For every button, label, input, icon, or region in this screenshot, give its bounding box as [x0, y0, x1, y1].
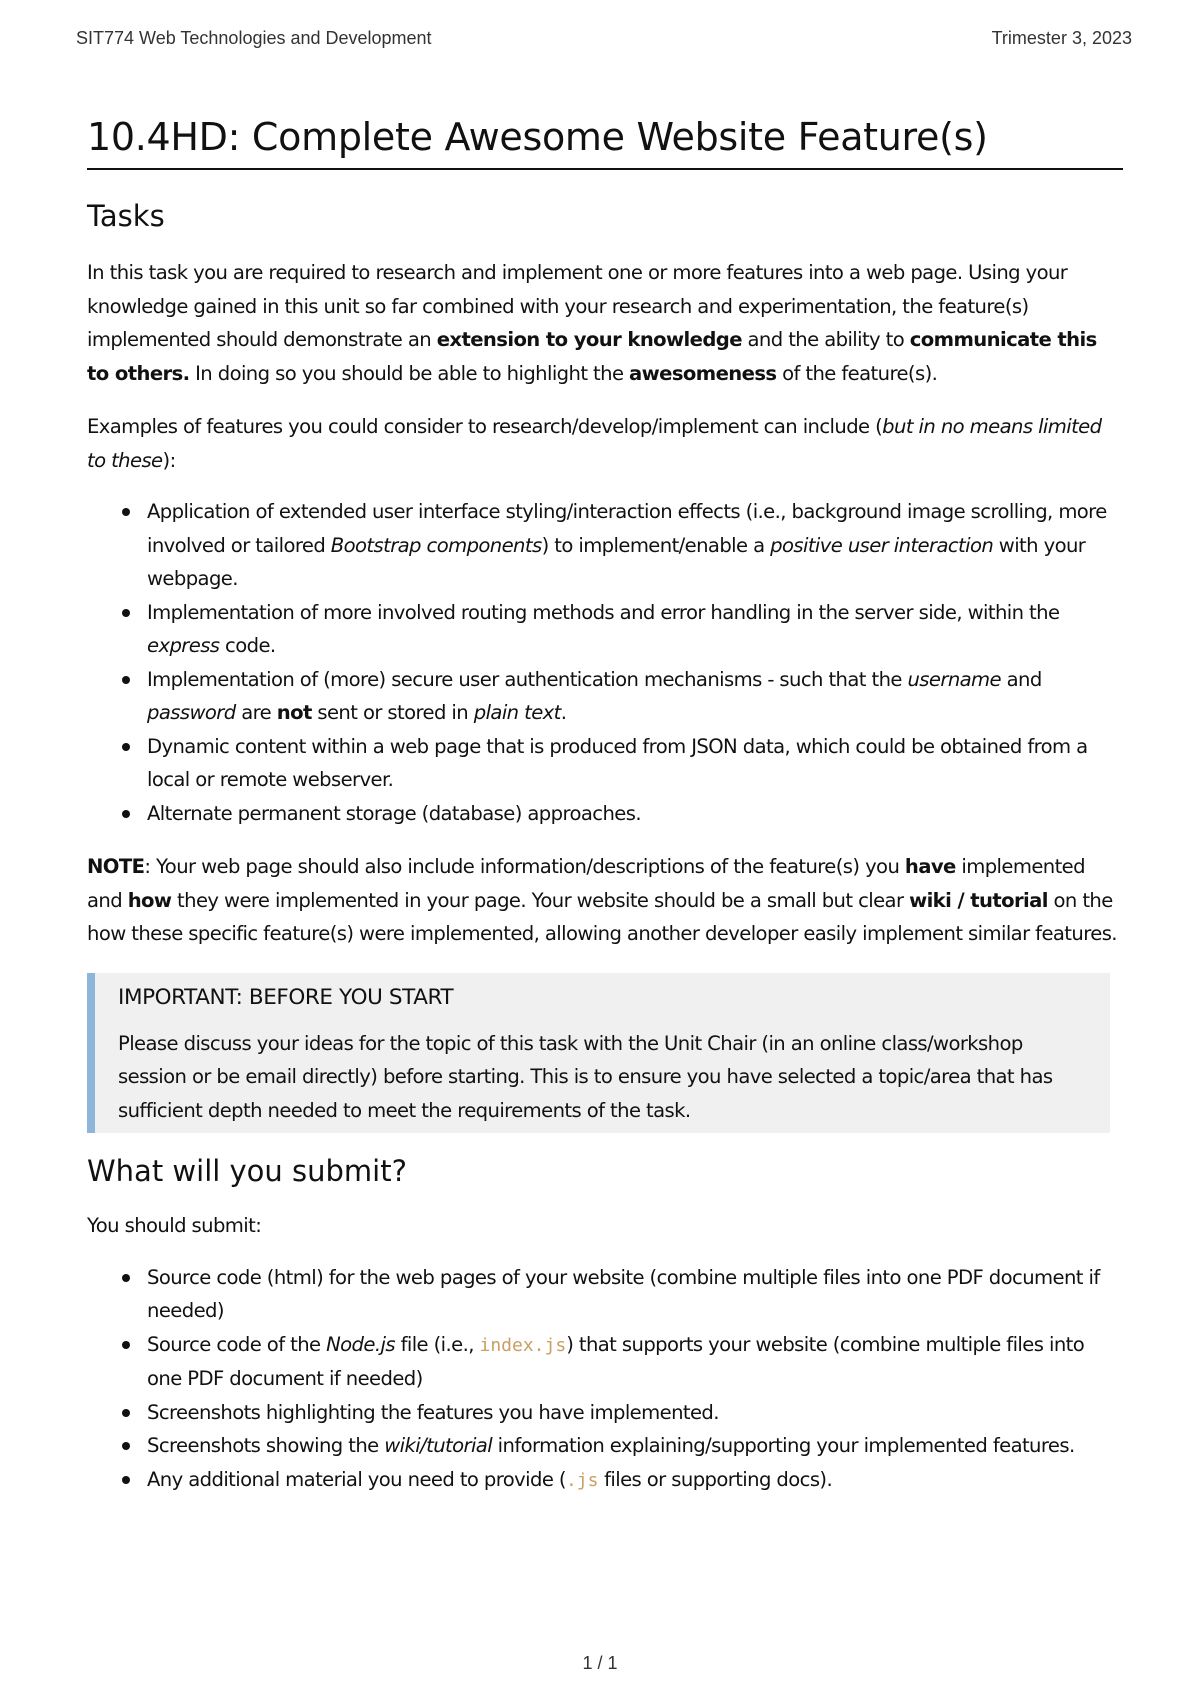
italic-text: username — [907, 667, 1001, 691]
italic-text: express — [147, 634, 220, 657]
inline-code: index.js — [479, 1334, 567, 1356]
important-callout — [87, 973, 1110, 1134]
bold-text: communicate this to others. — [87, 328, 1097, 385]
note-paragraph — [87, 850, 1123, 951]
italic-text: password — [147, 701, 236, 724]
bold-text: not — [276, 701, 312, 724]
header-course-title: SIT774 Web Technologies and Development — [76, 28, 432, 48]
list-item — [87, 1429, 1123, 1463]
list-item — [87, 1463, 1123, 1498]
italic-text: wiki/tutorial — [384, 1434, 493, 1457]
text-run: Implementation of more involved routing methods and error handling in the server side, within the — [147, 600, 1060, 624]
list-item — [87, 596, 1123, 663]
submit-intro: You should submit: — [87, 1214, 262, 1237]
list-item — [87, 1328, 1123, 1396]
feature-examples-list — [87, 495, 1123, 830]
document-body — [87, 112, 1123, 1497]
text-run: Implementation of (more) secure user authentication mechanisms - such that the — [147, 667, 908, 691]
text-run: they were implemented in your page. Your website should be a small but clear — [171, 888, 910, 912]
callout-body: Please discuss your ideas for the topic of this task with the Unit Chair (in an online class/workshop session or be email directly) before starting. This is to ensure you have selected a topic/area that has sufficient depth needed to meet the requirements of the task. — [118, 1031, 1053, 1122]
text-run: of the feature(s). — [776, 361, 938, 385]
list-item — [87, 1261, 1123, 1328]
italic-text: Node.js — [326, 1332, 395, 1356]
text-run: information explaining/supporting your implemented features. — [492, 1434, 1075, 1457]
text-run: code. — [219, 634, 276, 657]
submission-list — [87, 1261, 1123, 1498]
bold-text: NOTE — [87, 855, 145, 878]
text-run: In doing so you should be able to highlight the — [189, 361, 630, 385]
list-item — [87, 663, 1123, 730]
italic-text: Bootstrap components — [330, 533, 542, 557]
submit-heading: What will you submit? — [87, 1154, 407, 1188]
text-run: . — [560, 701, 567, 724]
text-run: Examples of features you could consider to research/develop/implement can include ( — [87, 415, 883, 438]
text-run: Dynamic content within a web page that is produced from JSON data, which could be obtained from a local or remote webserver. — [147, 734, 1088, 791]
text-run: file (i.e., — [394, 1332, 480, 1356]
text-run: and the ability to — [741, 328, 910, 351]
text-run: ): — [162, 448, 176, 472]
text-run: In this task you are required to research and implement one or more features into a web page. Using your knowledge gained in this unit so far combined with your research and experimentation, the feature(s) implemented should demonstrate an — [87, 261, 1068, 351]
bold-text: how — [127, 888, 172, 912]
header-trimester: Trimester 3, 2023 — [991, 28, 1132, 48]
inline-code: .js — [565, 1469, 599, 1491]
text-run: are — [235, 701, 277, 724]
text-run: : Your web page should also include information/descriptions of the feature(s) you — [144, 855, 905, 878]
italic-text: positive user interaction — [770, 533, 994, 557]
text-run: Any additional material you need to provide ( — [147, 1467, 566, 1491]
text-run: and — [1001, 667, 1042, 691]
bold-text: wiki / tutorial — [909, 888, 1048, 912]
text-run: Screenshots highlighting the features you have implemented. — [147, 1400, 719, 1424]
text-run: Source code of the — [147, 1332, 327, 1356]
bold-text: have — [904, 855, 956, 878]
examples-paragraph — [87, 410, 1123, 477]
bold-text: awesomeness — [629, 361, 777, 385]
tasks-heading: Tasks — [87, 199, 165, 233]
page-title: 10.4HD: Complete Awesome Website Feature(s) — [87, 112, 1123, 170]
text-run: sent or stored in — [311, 701, 474, 724]
text-run: Application of extended user interface styling/interaction effects (i.e., background image scrolling, more involved or tailored — [147, 500, 1107, 557]
list-item — [87, 495, 1123, 596]
tasks-intro-paragraph — [87, 256, 1123, 390]
page-number: 1 / 1 — [582, 1653, 618, 1673]
callout-title: IMPORTANT: BEFORE YOU START — [118, 984, 454, 1010]
list-item — [87, 730, 1123, 797]
list-item — [87, 797, 1123, 831]
italic-text: plain text — [473, 701, 561, 724]
text-run: implemented and — [87, 855, 1085, 912]
text-run: files or supporting docs). — [598, 1467, 833, 1491]
text-run: Source code (html) for the web pages of your website (combine multiple files into one PDF document if needed) — [147, 1265, 1100, 1322]
text-run: Alternate permanent storage (database) approaches. — [147, 801, 641, 825]
text-run: ) that supports your website (combine multiple files into one PDF document if needed) — [147, 1332, 1085, 1390]
text-run: with your webpage. — [147, 533, 1086, 590]
page-header — [76, 28, 1132, 52]
text-run: ) to implement/enable a — [541, 533, 771, 557]
list-item — [87, 1396, 1123, 1430]
bold-text: extension to your knowledge — [436, 328, 742, 351]
text-run: on the how these specific feature(s) were implemented, allowing another developer easily implement similar features. — [87, 888, 1117, 945]
text-run: Screenshots showing the — [147, 1434, 385, 1457]
italic-text: but in no means limited to these — [87, 415, 1102, 472]
